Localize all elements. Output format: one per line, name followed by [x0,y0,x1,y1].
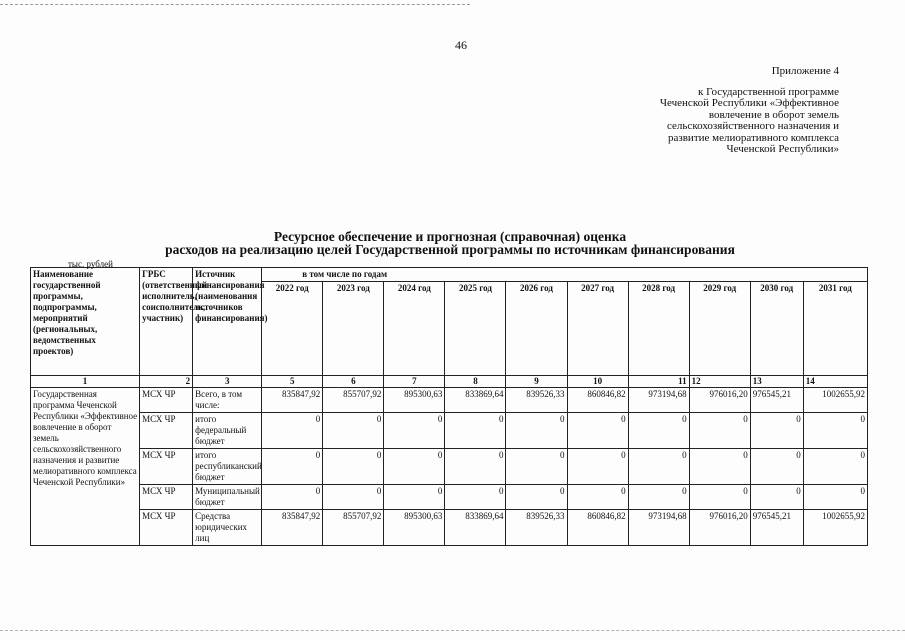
value-cell: 0 [750,449,803,485]
header-year: 2029 год [689,282,750,376]
header-years-group: в том числе по годам [262,268,868,282]
program-name-cell: Государственная программа Чеченской Республики «Эффективное вовлечение в оборот земель сельскохозяйственного назначения и развитие мелиоративного комплекса Чеченской Республики» [31,388,140,546]
units-label: тыс. рублей [68,259,113,269]
value-cell: 976016,20 [689,510,750,546]
value-cell: 0 [628,413,689,449]
value-cell: 0 [506,413,567,449]
value-cell: 0 [506,485,567,510]
source-cell: Всего, в том числе: [193,388,262,413]
appendix-line: Чеченской Республики» [726,143,839,155]
grbs-cell: МСХ ЧР [140,388,193,413]
header-year: 2024 год [384,282,445,376]
value-cell: 1002655,92 [803,388,867,413]
value-cell: 0 [384,413,445,449]
source-cell: итого республиканский бюджет [193,449,262,485]
funding-table [30,267,868,546]
header-source: Источник финансирования (наименования источников финансирования) [193,268,262,376]
column-number: 10 [567,376,628,388]
value-cell: 855707,92 [323,388,384,413]
appendix-heading: Приложение 4 [771,65,839,77]
value-cell: 976016,20 [689,388,750,413]
value-cell: 0 [567,413,628,449]
value-cell: 0 [262,413,323,449]
value-cell: 1002655,92 [803,510,867,546]
grbs-cell: МСХ ЧР [140,485,193,510]
appendix-line: вовлечение в оборот земель [708,108,839,121]
header-grbs: ГРБС (ответственный исполнитель, соисполнитель, участник) [140,268,193,376]
value-cell: 835847,92 [262,510,323,546]
source-cell: Муниципальный бюджет [193,485,262,510]
appendix-line: к Государственной программе [698,85,839,98]
source-cell: итого федеральный бюджет [193,413,262,449]
column-number: 9 [506,376,567,388]
column-number: 5 [262,376,323,388]
value-cell: 895300,63 [384,510,445,546]
value-cell: 839526,33 [506,510,567,546]
header-year: 2023 год [323,282,384,376]
column-number: 14 [803,376,867,388]
column-number: 3 [193,376,262,388]
value-cell: 855707,92 [323,510,384,546]
value-cell: 895300,63 [384,388,445,413]
table-row [31,485,868,510]
column-number: 6 [323,376,384,388]
scan-artifact-top [0,4,470,5]
value-cell: 0 [803,485,867,510]
header-name: Наименование государственной программы, подпрограммы, мероприятий (региональных, ведомственных проектов) [31,268,140,376]
value-cell: 976545,21 [750,510,803,546]
value-cell: 0 [445,485,506,510]
appendix-line: Чеченской Республики «Эффективное [659,97,839,109]
title-line: Ресурсное обеспечение и прогнозная (справочная) оценка [273,229,627,244]
header-row [31,268,868,282]
value-cell: 0 [628,485,689,510]
grbs-cell: МСХ ЧР [140,449,193,485]
column-number: 8 [445,376,506,388]
value-cell: 0 [323,413,384,449]
column-number: 2 [140,376,193,388]
value-cell: 973194,68 [628,510,689,546]
value-cell: 0 [262,449,323,485]
value-cell: 839526,33 [506,388,567,413]
header-year: 2025 год [445,282,506,376]
value-cell: 835847,92 [262,388,323,413]
value-cell: 0 [689,413,750,449]
value-cell: 973194,68 [628,388,689,413]
table-row [31,388,868,413]
value-cell: 0 [506,449,567,485]
value-cell: 0 [750,413,803,449]
scan-artifact-bottom [0,630,905,631]
value-cell: 976545,21 [750,388,803,413]
value-cell: 0 [803,449,867,485]
grbs-cell: МСХ ЧР [140,510,193,546]
value-cell: 0 [689,485,750,510]
value-cell: 0 [689,449,750,485]
header-year: 2022 год [262,282,323,376]
header-year: 2027 год [567,282,628,376]
title-line: расходов на реализацию целей Государственной программы по источникам финансирования [165,242,735,257]
value-cell: 0 [445,449,506,485]
appendix-block [660,66,839,156]
value-cell: 0 [567,485,628,510]
value-cell: 0 [750,485,803,510]
column-number-row [31,376,868,388]
column-number: 1 [31,376,140,388]
document-title [120,230,780,256]
header-year: 2030 год [750,282,803,376]
grbs-cell: МСХ ЧР [140,413,193,449]
column-number: 11 [628,376,689,388]
table-row [31,510,868,546]
value-cell: 860846,82 [567,388,628,413]
appendix-line: сельскохозяйственного назначения и [667,120,839,132]
value-cell: 0 [262,485,323,510]
table-row [31,413,868,449]
column-number: 13 [750,376,803,388]
appendix-line: развитие мелиоративного комплекса [668,131,839,144]
header-year: 2026 год [506,282,567,376]
column-number: 7 [384,376,445,388]
value-cell: 833869,64 [445,510,506,546]
source-cell: Средства юридических лиц [193,510,262,546]
value-cell: 0 [628,449,689,485]
value-cell: 0 [384,449,445,485]
value-cell: 833869,64 [445,388,506,413]
page-number: 46 [455,38,467,52]
header-year: 2031 год [803,282,867,376]
table-row [31,449,868,485]
column-number: 12 [689,376,750,388]
value-cell: 0 [323,485,384,510]
header-year: 2028 год [628,282,689,376]
value-cell: 860846,82 [567,510,628,546]
value-cell: 0 [445,413,506,449]
value-cell: 0 [803,413,867,449]
value-cell: 0 [323,449,384,485]
value-cell: 0 [384,485,445,510]
value-cell: 0 [567,449,628,485]
